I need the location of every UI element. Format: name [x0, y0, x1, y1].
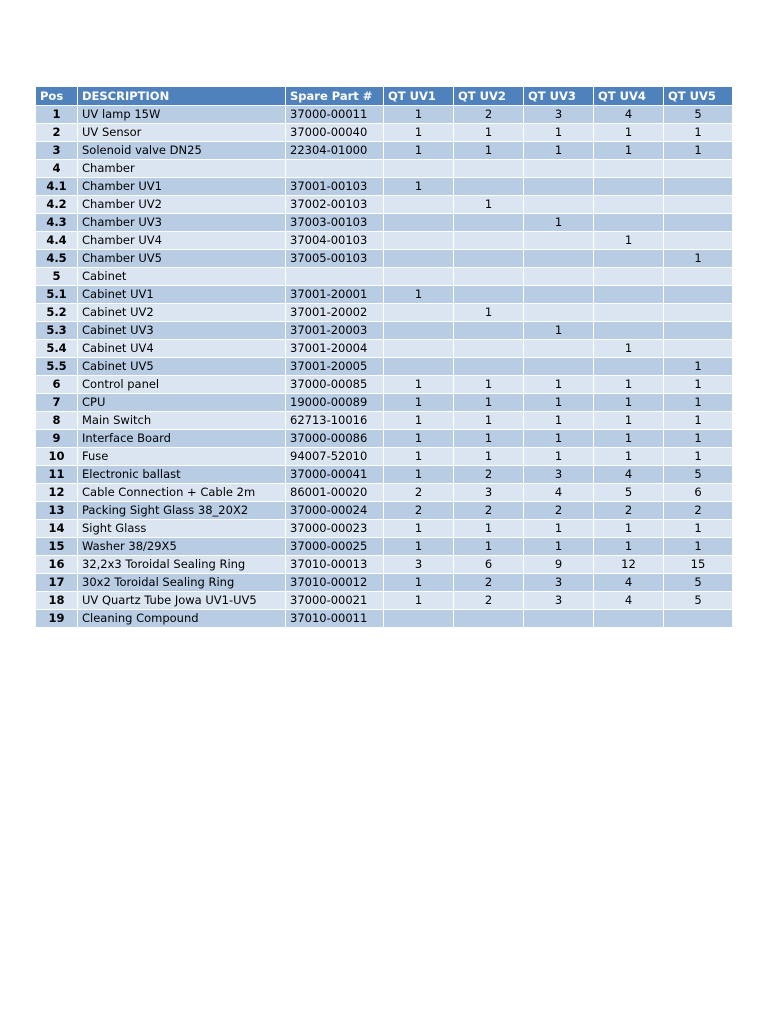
cell-description: Chamber UV4	[78, 232, 286, 250]
cell-spare-part: 37000-00040	[286, 124, 384, 142]
cell-qt-uv5	[664, 196, 733, 214]
cell-spare-part: 37002-00103	[286, 196, 384, 214]
cell-qt-uv3	[524, 304, 594, 322]
cell-qt-uv1	[384, 160, 454, 178]
cell-spare-part: 37001-20002	[286, 304, 384, 322]
cell-pos: 5.5	[36, 358, 78, 376]
table-row	[36, 286, 733, 304]
cell-qt-uv1	[384, 340, 454, 358]
cell-description: UV lamp 15W	[78, 106, 286, 124]
cell-qt-uv2: 1	[454, 304, 524, 322]
cell-qt-uv3	[524, 268, 594, 286]
cell-qt-uv2: 2	[454, 466, 524, 484]
cell-description: Sight Glass	[78, 520, 286, 538]
cell-description: Cabinet	[78, 268, 286, 286]
cell-pos: 4.4	[36, 232, 78, 250]
cell-qt-uv3: 3	[524, 466, 594, 484]
cell-spare-part: 94007-52010	[286, 448, 384, 466]
cell-spare-part: 37000-00011	[286, 106, 384, 124]
cell-qt-uv3: 1	[524, 214, 594, 232]
cell-description: UV Quartz Tube Jowa UV1-UV5	[78, 592, 286, 610]
cell-spare-part	[286, 268, 384, 286]
cell-qt-uv2	[454, 250, 524, 268]
cell-pos: 16	[36, 556, 78, 574]
cell-qt-uv3: 3	[524, 574, 594, 592]
table-row	[36, 358, 733, 376]
cell-description: Cabinet UV4	[78, 340, 286, 358]
cell-qt-uv3: 1	[524, 142, 594, 160]
cell-qt-uv5: 6	[664, 484, 733, 502]
cell-description: Cleaning Compound	[78, 610, 286, 628]
cell-description: Cabinet UV3	[78, 322, 286, 340]
cell-qt-uv1: 1	[384, 376, 454, 394]
cell-qt-uv3	[524, 232, 594, 250]
cell-pos: 11	[36, 466, 78, 484]
cell-qt-uv1	[384, 250, 454, 268]
cell-description: Interface Board	[78, 430, 286, 448]
cell-qt-uv4: 12	[594, 556, 664, 574]
cell-qt-uv2: 2	[454, 592, 524, 610]
cell-qt-uv4	[594, 304, 664, 322]
cell-qt-uv1	[384, 610, 454, 628]
cell-qt-uv3: 3	[524, 106, 594, 124]
cell-description: Cabinet UV2	[78, 304, 286, 322]
cell-qt-uv5: 1	[664, 538, 733, 556]
cell-pos: 4.5	[36, 250, 78, 268]
cell-qt-uv5	[664, 286, 733, 304]
cell-qt-uv1: 1	[384, 412, 454, 430]
cell-qt-uv3: 1	[524, 412, 594, 430]
cell-qt-uv2	[454, 268, 524, 286]
cell-qt-uv5: 1	[664, 412, 733, 430]
cell-qt-uv5	[664, 160, 733, 178]
cell-qt-uv2: 1	[454, 142, 524, 160]
cell-qt-uv5: 1	[664, 376, 733, 394]
cell-qt-uv4: 1	[594, 394, 664, 412]
cell-qt-uv1: 1	[384, 430, 454, 448]
cell-qt-uv5	[664, 232, 733, 250]
table-row	[36, 142, 733, 160]
cell-pos: 14	[36, 520, 78, 538]
cell-qt-uv5: 1	[664, 250, 733, 268]
table-row	[36, 556, 733, 574]
header-qt-uv1: QT UV1	[384, 87, 454, 106]
cell-qt-uv2	[454, 178, 524, 196]
cell-qt-uv2	[454, 610, 524, 628]
cell-spare-part: 37000-00024	[286, 502, 384, 520]
header-description: DESCRIPTION	[78, 87, 286, 106]
table-row	[36, 178, 733, 196]
cell-description: Washer 38/29X5	[78, 538, 286, 556]
cell-spare-part: 37000-00085	[286, 376, 384, 394]
cell-spare-part: 37001-20004	[286, 340, 384, 358]
cell-qt-uv2	[454, 160, 524, 178]
cell-qt-uv2: 1	[454, 124, 524, 142]
cell-qt-uv3	[524, 358, 594, 376]
cell-qt-uv2	[454, 232, 524, 250]
cell-pos: 5.4	[36, 340, 78, 358]
cell-qt-uv5: 5	[664, 592, 733, 610]
cell-qt-uv2: 6	[454, 556, 524, 574]
cell-qt-uv4	[594, 178, 664, 196]
cell-description: Chamber UV1	[78, 178, 286, 196]
cell-qt-uv4	[594, 160, 664, 178]
table-body	[36, 106, 733, 628]
cell-description: Cable Connection + Cable 2m	[78, 484, 286, 502]
cell-qt-uv2	[454, 322, 524, 340]
cell-qt-uv4	[594, 286, 664, 304]
cell-qt-uv3: 1	[524, 520, 594, 538]
cell-qt-uv1: 1	[384, 178, 454, 196]
table-header-row	[36, 87, 733, 106]
cell-pos: 4	[36, 160, 78, 178]
table-row	[36, 538, 733, 556]
cell-pos: 2	[36, 124, 78, 142]
cell-qt-uv4: 1	[594, 430, 664, 448]
spare-parts-table	[35, 86, 733, 628]
cell-pos: 5	[36, 268, 78, 286]
table-row	[36, 304, 733, 322]
cell-qt-uv5: 1	[664, 448, 733, 466]
cell-pos: 13	[36, 502, 78, 520]
cell-qt-uv3: 1	[524, 448, 594, 466]
cell-qt-uv4	[594, 196, 664, 214]
table-row	[36, 430, 733, 448]
cell-qt-uv1	[384, 196, 454, 214]
cell-spare-part: 37001-20005	[286, 358, 384, 376]
cell-pos: 5.3	[36, 322, 78, 340]
cell-description: Control panel	[78, 376, 286, 394]
cell-qt-uv3: 1	[524, 538, 594, 556]
cell-spare-part: 37001-20003	[286, 322, 384, 340]
cell-qt-uv4: 2	[594, 502, 664, 520]
cell-qt-uv5	[664, 610, 733, 628]
cell-qt-uv4	[594, 610, 664, 628]
cell-qt-uv4: 5	[594, 484, 664, 502]
cell-qt-uv3	[524, 286, 594, 304]
cell-qt-uv4: 4	[594, 574, 664, 592]
cell-qt-uv5: 2	[664, 502, 733, 520]
cell-pos: 4.2	[36, 196, 78, 214]
cell-description: Fuse	[78, 448, 286, 466]
cell-qt-uv3: 1	[524, 322, 594, 340]
table-row	[36, 268, 733, 286]
table-row	[36, 412, 733, 430]
cell-pos: 5.2	[36, 304, 78, 322]
cell-qt-uv3: 1	[524, 376, 594, 394]
cell-qt-uv3	[524, 250, 594, 268]
cell-qt-uv5: 1	[664, 124, 733, 142]
cell-pos: 1	[36, 106, 78, 124]
table-row	[36, 340, 733, 358]
cell-qt-uv2: 2	[454, 574, 524, 592]
cell-spare-part: 37000-00021	[286, 592, 384, 610]
cell-description: UV Sensor	[78, 124, 286, 142]
cell-qt-uv5	[664, 322, 733, 340]
table-row	[36, 592, 733, 610]
cell-qt-uv1	[384, 232, 454, 250]
cell-spare-part: 22304-01000	[286, 142, 384, 160]
cell-qt-uv4: 1	[594, 376, 664, 394]
cell-pos: 8	[36, 412, 78, 430]
cell-description: Chamber UV2	[78, 196, 286, 214]
cell-pos: 4.3	[36, 214, 78, 232]
cell-spare-part: 37000-00025	[286, 538, 384, 556]
table-row	[36, 250, 733, 268]
table-row	[36, 502, 733, 520]
cell-pos: 10	[36, 448, 78, 466]
table-row	[36, 106, 733, 124]
cell-qt-uv5: 1	[664, 394, 733, 412]
cell-qt-uv5: 1	[664, 142, 733, 160]
table-row	[36, 448, 733, 466]
cell-qt-uv1	[384, 358, 454, 376]
cell-description: Cabinet UV1	[78, 286, 286, 304]
cell-qt-uv3	[524, 610, 594, 628]
cell-qt-uv1: 1	[384, 394, 454, 412]
cell-spare-part: 37004-00103	[286, 232, 384, 250]
cell-qt-uv3: 1	[524, 430, 594, 448]
cell-description: CPU	[78, 394, 286, 412]
table-row	[36, 124, 733, 142]
cell-qt-uv2	[454, 358, 524, 376]
cell-spare-part: 37005-00103	[286, 250, 384, 268]
cell-spare-part: 86001-00020	[286, 484, 384, 502]
cell-qt-uv5: 5	[664, 574, 733, 592]
cell-qt-uv4: 1	[594, 538, 664, 556]
cell-qt-uv4: 1	[594, 448, 664, 466]
cell-qt-uv2: 1	[454, 430, 524, 448]
cell-description: Solenoid valve DN25	[78, 142, 286, 160]
cell-pos: 15	[36, 538, 78, 556]
cell-qt-uv3: 4	[524, 484, 594, 502]
cell-spare-part: 37003-00103	[286, 214, 384, 232]
cell-qt-uv1: 1	[384, 592, 454, 610]
cell-pos: 6	[36, 376, 78, 394]
cell-description: Electronic ballast	[78, 466, 286, 484]
cell-description: Cabinet UV5	[78, 358, 286, 376]
cell-qt-uv4	[594, 268, 664, 286]
cell-qt-uv2: 1	[454, 196, 524, 214]
cell-qt-uv4: 1	[594, 124, 664, 142]
cell-qt-uv1	[384, 268, 454, 286]
cell-qt-uv3: 1	[524, 124, 594, 142]
cell-qt-uv5	[664, 340, 733, 358]
cell-pos: 9	[36, 430, 78, 448]
cell-qt-uv1: 1	[384, 466, 454, 484]
cell-qt-uv2: 2	[454, 502, 524, 520]
table-row	[36, 610, 733, 628]
cell-spare-part: 37001-20001	[286, 286, 384, 304]
cell-qt-uv2	[454, 340, 524, 358]
cell-spare-part	[286, 160, 384, 178]
header-qt-uv3: QT UV3	[524, 87, 594, 106]
header-qt-uv4: QT UV4	[594, 87, 664, 106]
cell-description: 32,2x3 Toroidal Sealing Ring	[78, 556, 286, 574]
cell-qt-uv2: 3	[454, 484, 524, 502]
cell-qt-uv4: 1	[594, 142, 664, 160]
table-row	[36, 322, 733, 340]
cell-description: Chamber UV5	[78, 250, 286, 268]
cell-spare-part: 19000-00089	[286, 394, 384, 412]
cell-description: Chamber	[78, 160, 286, 178]
cell-qt-uv1: 1	[384, 286, 454, 304]
cell-qt-uv5: 15	[664, 556, 733, 574]
cell-spare-part: 37010-00012	[286, 574, 384, 592]
cell-qt-uv2: 1	[454, 520, 524, 538]
cell-qt-uv3: 1	[524, 394, 594, 412]
cell-qt-uv5: 1	[664, 358, 733, 376]
cell-qt-uv4	[594, 250, 664, 268]
cell-pos: 5.1	[36, 286, 78, 304]
cell-qt-uv2: 1	[454, 394, 524, 412]
header-qt-uv5: QT UV5	[664, 87, 733, 106]
cell-spare-part: 37000-00086	[286, 430, 384, 448]
cell-qt-uv1: 1	[384, 124, 454, 142]
cell-qt-uv1	[384, 304, 454, 322]
cell-spare-part: 37000-00023	[286, 520, 384, 538]
cell-pos: 17	[36, 574, 78, 592]
cell-qt-uv4	[594, 214, 664, 232]
cell-pos: 3	[36, 142, 78, 160]
table-row	[36, 466, 733, 484]
table-row	[36, 196, 733, 214]
cell-pos: 12	[36, 484, 78, 502]
cell-qt-uv1: 2	[384, 502, 454, 520]
cell-qt-uv5: 1	[664, 520, 733, 538]
cell-spare-part: 62713-10016	[286, 412, 384, 430]
cell-qt-uv1: 1	[384, 538, 454, 556]
cell-qt-uv4	[594, 358, 664, 376]
cell-description: Chamber UV3	[78, 214, 286, 232]
cell-qt-uv4: 4	[594, 106, 664, 124]
cell-qt-uv3	[524, 340, 594, 358]
cell-qt-uv4: 1	[594, 520, 664, 538]
cell-qt-uv3	[524, 160, 594, 178]
cell-qt-uv1: 1	[384, 448, 454, 466]
cell-spare-part: 37010-00013	[286, 556, 384, 574]
cell-qt-uv3	[524, 178, 594, 196]
cell-pos: 18	[36, 592, 78, 610]
cell-qt-uv1: 1	[384, 142, 454, 160]
cell-qt-uv3: 3	[524, 592, 594, 610]
cell-qt-uv5: 5	[664, 466, 733, 484]
table-row	[36, 520, 733, 538]
table-row	[36, 232, 733, 250]
cell-qt-uv4: 1	[594, 412, 664, 430]
cell-spare-part: 37001-00103	[286, 178, 384, 196]
cell-qt-uv3	[524, 196, 594, 214]
cell-spare-part: 37010-00011	[286, 610, 384, 628]
cell-qt-uv4: 4	[594, 466, 664, 484]
table-row	[36, 484, 733, 502]
table-row	[36, 214, 733, 232]
table-row	[36, 160, 733, 178]
table-row	[36, 574, 733, 592]
header-qt-uv2: QT UV2	[454, 87, 524, 106]
table-row	[36, 394, 733, 412]
cell-qt-uv1: 1	[384, 574, 454, 592]
cell-qt-uv1	[384, 214, 454, 232]
cell-qt-uv5: 1	[664, 430, 733, 448]
cell-qt-uv5: 5	[664, 106, 733, 124]
cell-description: Main Switch	[78, 412, 286, 430]
cell-qt-uv4: 1	[594, 340, 664, 358]
cell-qt-uv2	[454, 286, 524, 304]
cell-qt-uv2: 1	[454, 448, 524, 466]
cell-qt-uv2: 1	[454, 376, 524, 394]
cell-qt-uv5	[664, 268, 733, 286]
cell-qt-uv2: 2	[454, 106, 524, 124]
cell-qt-uv2: 1	[454, 412, 524, 430]
cell-qt-uv2	[454, 214, 524, 232]
cell-qt-uv4	[594, 322, 664, 340]
cell-spare-part: 37000-00041	[286, 466, 384, 484]
cell-qt-uv3: 2	[524, 502, 594, 520]
cell-qt-uv3: 9	[524, 556, 594, 574]
cell-qt-uv5	[664, 214, 733, 232]
cell-pos: 19	[36, 610, 78, 628]
cell-qt-uv5	[664, 304, 733, 322]
cell-pos: 4.1	[36, 178, 78, 196]
cell-qt-uv1	[384, 322, 454, 340]
cell-qt-uv4: 4	[594, 592, 664, 610]
cell-qt-uv5	[664, 178, 733, 196]
header-spare-part: Spare Part #	[286, 87, 384, 106]
cell-qt-uv1: 3	[384, 556, 454, 574]
cell-description: Packing Sight Glass 38_20X2	[78, 502, 286, 520]
cell-qt-uv4: 1	[594, 232, 664, 250]
cell-qt-uv2: 1	[454, 538, 524, 556]
cell-qt-uv1: 1	[384, 520, 454, 538]
cell-pos: 7	[36, 394, 78, 412]
cell-description: 30x2 Toroidal Sealing Ring	[78, 574, 286, 592]
table-row	[36, 376, 733, 394]
header-pos: Pos	[36, 87, 78, 106]
cell-qt-uv1: 1	[384, 106, 454, 124]
cell-qt-uv1: 2	[384, 484, 454, 502]
